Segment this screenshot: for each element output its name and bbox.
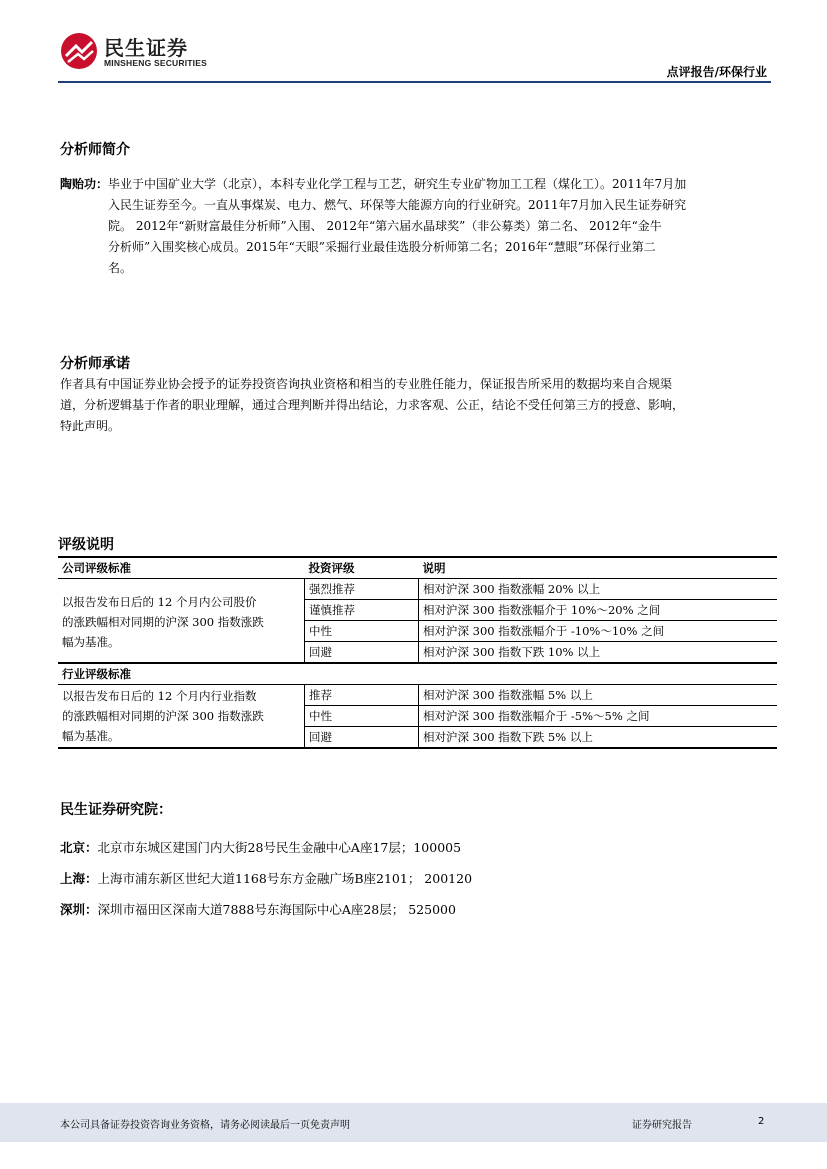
city-label: 北京： [60, 840, 98, 855]
header-divider [58, 81, 771, 83]
company-basis-line: 的涨跌幅相对同期的沪深 300 指数涨跌 [62, 614, 264, 629]
analyst-intro-line: 名。 [108, 261, 133, 275]
company-standard-header: 公司评级标准 [58, 557, 305, 579]
grade-desc: 相对沪深 300 指数下跌 10% 以上 [419, 642, 778, 664]
analyst-intro-body [60, 174, 772, 279]
address-text: 深圳市福田区深南大道7888号东海国际中心A座28层； 525000 [97, 902, 456, 917]
industry-basis-line: 幅为基准。 [62, 729, 120, 743]
commitment-line: 特此声明。 [60, 419, 121, 433]
analyst-intro-line: 分析师”入围奖核心成员。2015年“天眼”采掘行业最佳选股分析师第二名；2016年“慧眼”环保行业第二 [108, 240, 656, 254]
company-basis [58, 579, 305, 664]
city-label: 深圳： [60, 902, 98, 917]
address-beijing [60, 837, 461, 858]
minsheng-logo-icon [60, 32, 98, 70]
analyst-intro-line: 院。 2012年“新财富最佳分析师”入围、 2012年“第六届水晶球奖”（非公募类）第二名、 2012年“金牛 [108, 219, 662, 233]
address-text: 上海市浦东新区世纪大道1168号东方金融广场B座2101； 200120 [97, 871, 473, 886]
footer-report-label: 证券研究报告 [632, 1120, 692, 1131]
industry-rating-header [58, 663, 777, 685]
rating-table [58, 556, 777, 749]
address-shanghai [60, 868, 472, 889]
grade-desc: 相对沪深 300 指数下跌 5% 以上 [419, 727, 778, 749]
investment-rating-header: 投资评级 [305, 557, 419, 579]
grade-desc: 相对沪深 300 指数涨幅 20% 以上 [419, 579, 778, 600]
grade-desc: 相对沪深 300 指数涨幅介于 -10%～10% 之间 [419, 621, 778, 642]
analyst-intro-line: 入民生证券至今。一直从事煤炭、电力、燃气、环保等大能源方向的行业研究。2011年7月加入民生证券研究 [108, 198, 687, 212]
footer-disclaimer: 本公司具备证券投资咨询业务资格，请务必阅读最后一页免责声明 [60, 1120, 350, 1131]
grade-cell: 推荐 [305, 685, 419, 706]
company-basis-line: 幅为基准。 [62, 634, 120, 649]
grade-cell: 谨慎推荐 [305, 600, 419, 621]
address-shenzhen [60, 899, 456, 920]
grade-desc: 相对沪深 300 指数涨幅介于 10%～20% 之间 [419, 600, 778, 621]
company-rating-header [58, 557, 777, 579]
institute-title: 民生证券研究院： [60, 802, 172, 818]
commitment-line: 道，分析逻辑基于作者的职业理解，通过合理判断并得出结论，力求客观、公正，结论不受任何第三方的授意、影响， [60, 398, 685, 412]
industry-basis [58, 685, 305, 749]
analyst-commitment-body [60, 374, 772, 437]
page-number: 2 [758, 1116, 765, 1127]
industry-basis-line: 的涨跌幅相对同期的沪深 300 指数涨跌 [62, 709, 264, 723]
table-row [58, 685, 777, 706]
grade-cell: 中性 [305, 621, 419, 642]
analyst-name: 陶贻功： [60, 177, 109, 191]
description-header: 说明 [419, 557, 778, 579]
analyst-intro-title: 分析师简介 [60, 142, 130, 158]
analyst-intro-line: 毕业于中国矿业大学（北京），本科专业化学工程与工艺，研究生专业矿物加工工程（煤化工）。2011年7月加 [108, 177, 687, 191]
grade-cell: 中性 [305, 706, 419, 727]
logo-text-cn: 民生证券 [104, 36, 188, 60]
logo-text-en: MINSHENG SECURITIES [104, 58, 207, 68]
grade-cell: 回避 [305, 727, 419, 749]
grade-cell: 强烈推荐 [305, 579, 419, 600]
table-row [58, 579, 777, 600]
grade-desc: 相对沪深 300 指数涨幅介于 -5%～5% 之间 [419, 706, 778, 727]
grade-desc: 相对沪深 300 指数涨幅 5% 以上 [419, 685, 778, 706]
city-label: 上海： [60, 871, 98, 886]
commitment-line: 作者具有中国证券业协会授予的证券投资咨询执业资格和相当的专业胜任能力，保证报告所采用的数据均来自合规渠 [60, 377, 673, 391]
analyst-commitment-title: 分析师承诺 [60, 356, 130, 372]
industry-basis-line: 以报告发布日后的 12 个月内行业指数 [62, 689, 257, 703]
company-basis-line: 以报告发布日后的 12 个月内公司股价 [62, 594, 257, 609]
industry-standard-header: 行业评级标准 [58, 663, 305, 685]
address-text: 北京市东城区建国门内大街28号民生金融中心A座17层；100005 [97, 840, 462, 855]
report-type: 点评报告/环保行业 [666, 65, 767, 79]
logo [60, 30, 230, 74]
grade-cell: 回避 [305, 642, 419, 664]
rating-title: 评级说明 [58, 537, 114, 553]
